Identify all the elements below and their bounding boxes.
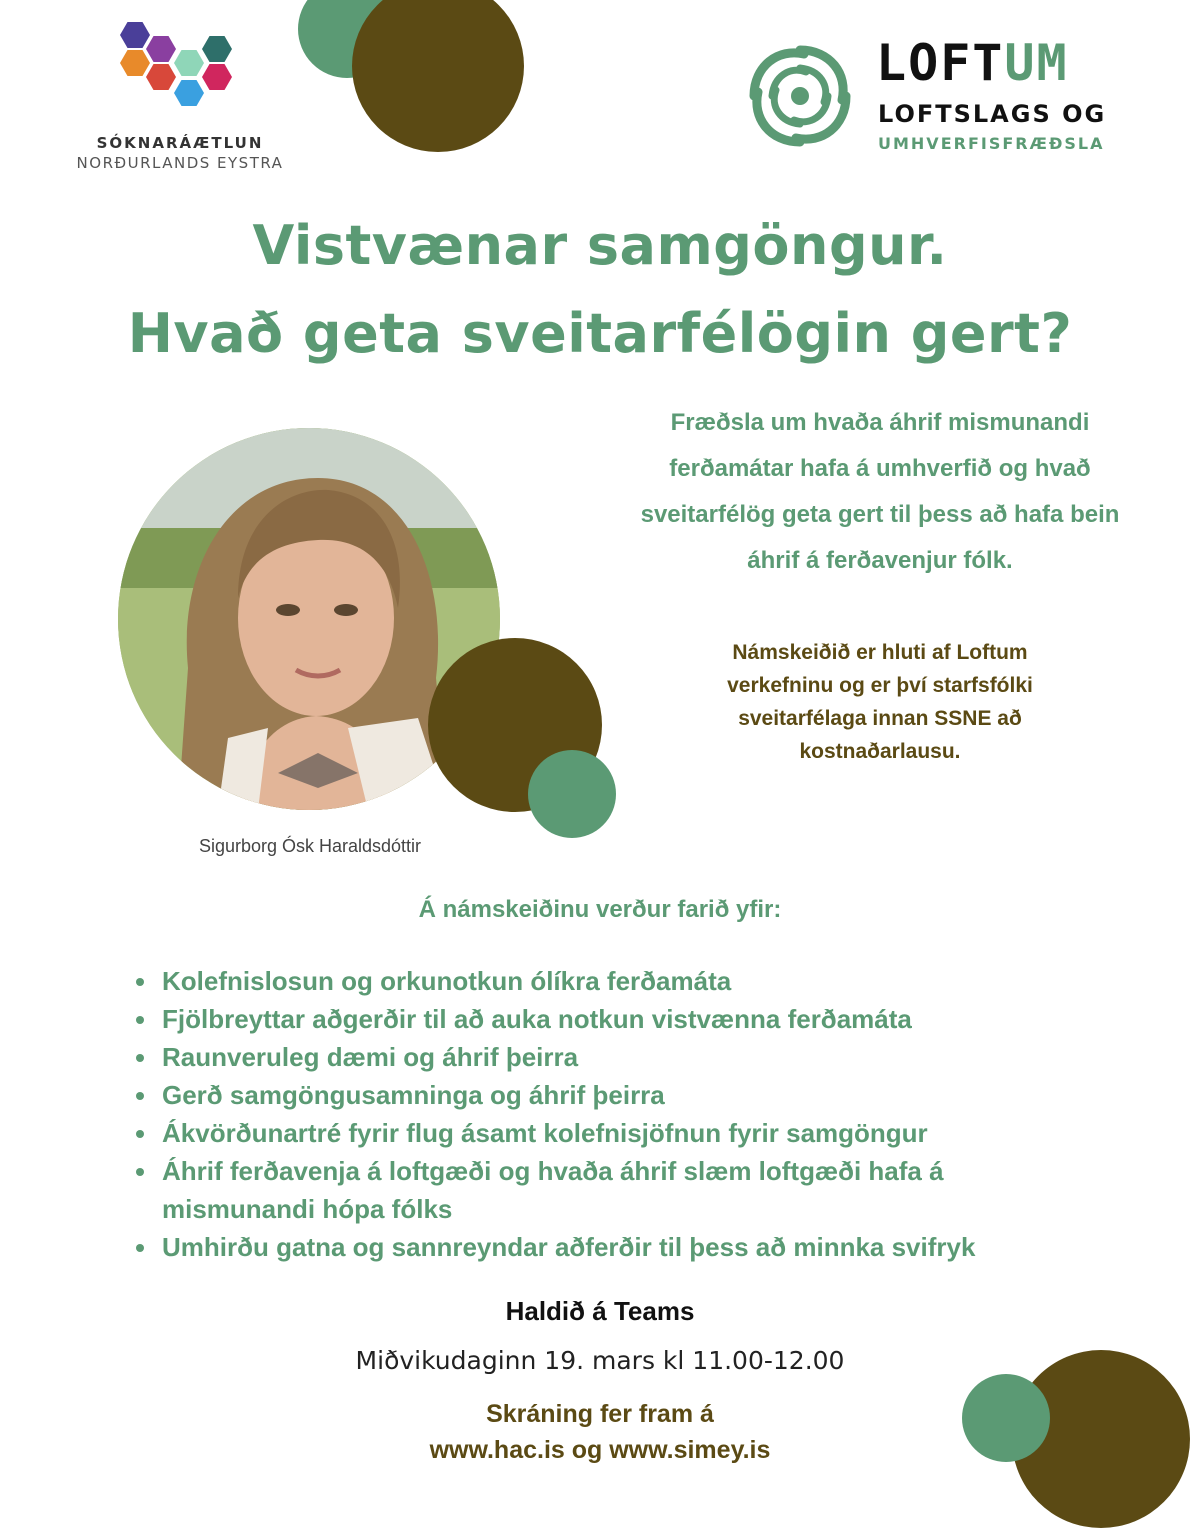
speaker-name: Sigurborg Ósk Haraldsdóttir	[198, 836, 422, 856]
loftum-line1: LOFTSLAGS OG	[878, 100, 1107, 128]
decor-circle-olive-top	[352, 0, 524, 152]
swirl-icon	[744, 40, 856, 152]
intro-text: Fræðsla um hvaða áhrif mismunandi ferðamátar hafa á umhverfið og hvað sveitarfélög geta gert til þess að hafa bein áhrif á ferðavenjur fólk.	[640, 409, 1120, 574]
decor-circle-green-bottom	[962, 1374, 1050, 1462]
registration-links[interactable]: www.hac.is og www.simey.is	[429, 1436, 771, 1464]
loftum-name	[876, 34, 1069, 92]
event-datetime: Miðvikudaginn 19. mars kl 11.00-12.00	[355, 1346, 845, 1375]
list-item: Fjölbreyttar aðgerðir til að auka notkun vistvænna ferðamáta	[130, 1000, 1090, 1038]
list-item: Kolefnislosun og orkunotkun ólíkra ferðamáta	[130, 962, 1090, 1000]
topics-heading: Á námskeiðinu verður farið yfir:	[418, 896, 782, 923]
loftum-name-accent: UM	[1004, 34, 1069, 92]
hex-tile	[120, 50, 150, 76]
decor-circle-green-mid	[528, 750, 616, 838]
hex-tile	[202, 36, 232, 62]
headline-line2: Hvað geta sveitarfélögin gert?	[127, 302, 1073, 365]
hex-tile	[146, 36, 176, 62]
hex-tile	[120, 22, 150, 48]
soknar-subtitle: NORÐURLANDS EYSTRA	[76, 154, 284, 172]
headline-line1: Vistvænar samgöngur.	[252, 214, 948, 277]
hex-tile	[146, 64, 176, 90]
list-item: Gerð samgöngusamninga og áhrif þeirra	[130, 1076, 1090, 1114]
topics-list	[130, 962, 1090, 1266]
loftum-line2: UMHVERFISFRÆÐSLA	[878, 134, 1105, 153]
hex-tile	[202, 64, 232, 90]
list-item: Raunveruleg dæmi og áhrif þeirra	[130, 1038, 1090, 1076]
list-item: Umhirðu gatna og sannreyndar aðferðir til þess að minnka svifryk	[130, 1228, 1090, 1266]
loftum-name-main: LOFT	[876, 34, 1005, 92]
funding-note: Námskeiðið er hluti af Loftum verkefninu og er því starfsfólki sveitarfélaga innan SSNE að kostnaðarlausu.	[727, 641, 1033, 763]
hex-tile	[174, 50, 204, 76]
registration-label: Skráning fer fram á	[486, 1400, 714, 1428]
list-item: Ákvörðunartré fyrir flug ásamt kolefnisjöfnun fyrir samgöngur	[130, 1114, 1090, 1152]
event-location: Haldið á Teams	[505, 1296, 695, 1326]
list-item: Áhrif ferðavenja á loftgæði og hvaða áhrif slæm loftgæði hafa á mismunandi hópa fólks	[130, 1152, 1090, 1228]
hex-tile	[174, 80, 204, 106]
soknar-title: SÓKNARÁÆTLUN	[96, 134, 264, 152]
